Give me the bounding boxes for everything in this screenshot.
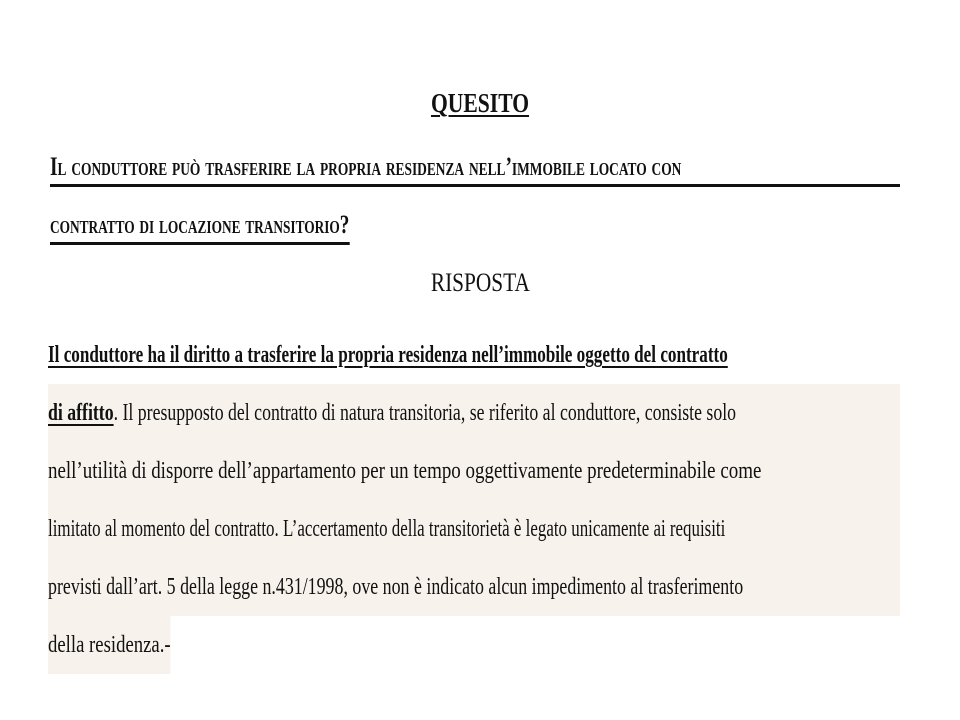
risposta-heading <box>0 268 960 298</box>
answer-text: . Il presupposto del contratto di natura transitoria, se riferito al conduttore, consiste solo <box>113 400 737 426</box>
quesito-heading: QUESITO <box>430 88 530 118</box>
answer-line <box>48 558 900 616</box>
risposta-heading-text: RISPOSTA <box>430 268 530 297</box>
answer-line <box>48 500 900 558</box>
question-line-2 <box>50 208 455 245</box>
answer-text: della residenza.- <box>48 632 171 658</box>
answer-bold-text: di affitto <box>48 400 114 426</box>
answer-line <box>48 442 900 500</box>
answer-bold-text: Il conduttore ha il diritto a trasferire la propria residenza nell’immobile oggetto del contratto <box>48 342 728 368</box>
question-line-1 <box>50 150 900 187</box>
answer-line <box>48 616 198 674</box>
answer-text: previsti dall’art. 5 della legge n.431/1998, ove non è indicato alcun impedimento al trasferimento <box>48 574 744 600</box>
answer-line <box>48 326 900 384</box>
answer-text: nell’utilità di disporre dell’appartamento per un tempo oggettivamente predeterminabile come <box>48 458 762 484</box>
answer-line <box>48 384 900 442</box>
question-text-1: Il conduttore può trasferire la propria residenza nell’immobile locato con <box>50 152 682 181</box>
question-text-2: contratto di locazione transitorio? <box>50 208 349 245</box>
answer-text: limitato al momento del contratto. L’accertamento della transitorietà è legato unicamente ai requisiti <box>48 516 726 542</box>
answer-paragraph <box>48 326 900 674</box>
